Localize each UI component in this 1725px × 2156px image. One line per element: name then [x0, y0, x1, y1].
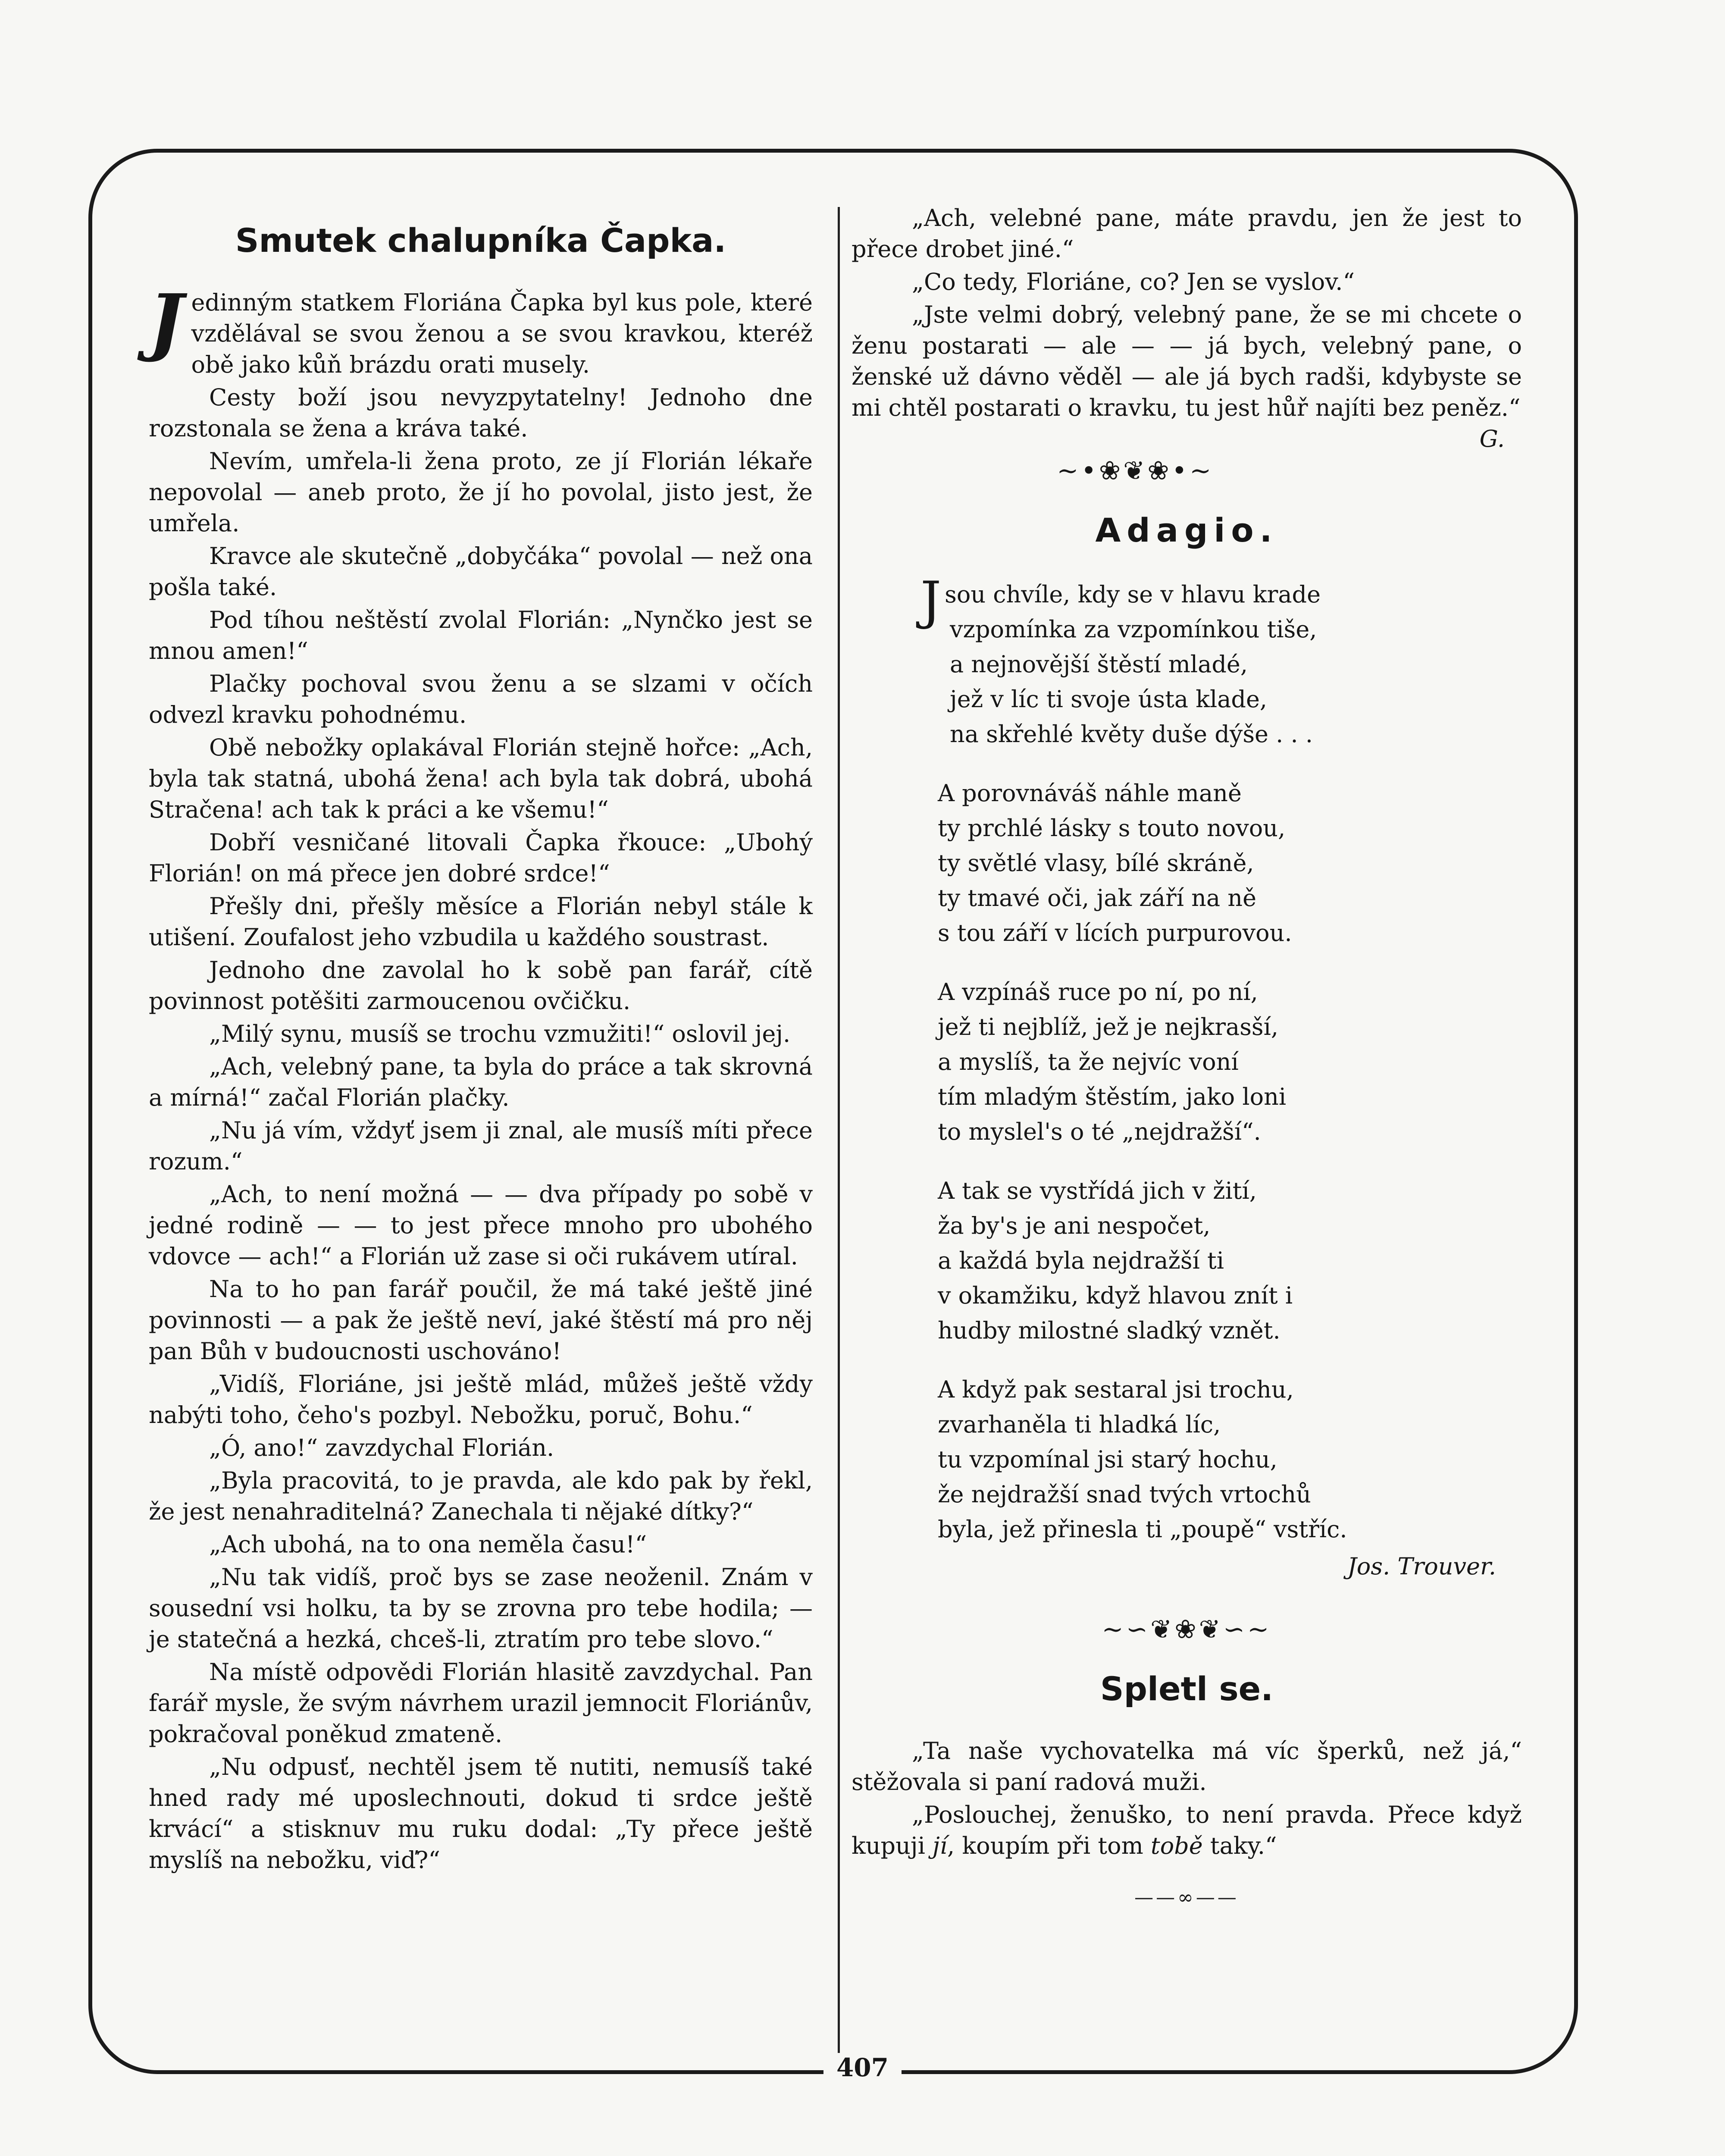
poem-verse: A tak se vystřídá jich v žití, — [938, 1177, 1257, 1204]
ornament-divider: ——∞—— — [1134, 1887, 1239, 1908]
article-paragraph: Pod tíhou neštěstí zvolal Florián: „Nynčko jest se mnou amen!“ — [149, 606, 813, 664]
ornament-divider: ~•❀❦❀•~ — [1057, 456, 1214, 486]
poem-verse: A když pak sestaral jsi trochu, — [938, 1376, 1294, 1403]
article-paragraph: „Ach, to není možná — — dva případy po sobě v jedné rodině — — to jest přece mnoho pro ubohého vdovce — ach!“ a Florián už zase si oči rukávem utíral. — [149, 1181, 813, 1270]
poem-stanza — [938, 975, 1522, 1149]
article-paragraph: Na to ho pan farář poučil, že má také ještě jiné povinnosti — a pak že ještě neví, jaké štěstí má pro něj pan Bůh v budoucnosti uschováno! — [149, 1275, 813, 1365]
article-title: Smutek chalupníka Čapka. — [235, 221, 726, 260]
article-paragraph: Přešly dni, přešly měsíce a Florián nebyl stále k utišení. Zoufalost jeho vzbudila u každého soustrast. — [149, 893, 813, 951]
poem-verse: že nejdražší snad tvých vrtochů — [938, 1481, 1311, 1508]
article-paragraph: Plačky pochoval svou ženu a se slzami v očích odvezl kravku pohodnému. — [149, 670, 813, 728]
article-paragraph: Kravce ale skutečně „dobyčáka“ povolal — než ona pošla také. — [149, 542, 813, 601]
signature-initial: G. — [1479, 425, 1505, 452]
poem-verse: ža by's je ani nespočet, — [938, 1212, 1211, 1239]
article-paragraph: „Ach, velebný pane, ta byla do práce a tak skrovná a mírná!“ začal Florián plačky. — [149, 1053, 813, 1111]
poem-verse: na skřehlé květy duše dýše . . . — [950, 721, 1313, 748]
poem-verse: jež ti nejblíž, jež je nejkrasší, — [938, 1013, 1279, 1040]
poem-verse: ty světlé vlasy, bílé skráně, — [938, 849, 1254, 877]
article-paragraph: „Nu odpusť, nechtěl jsem tě nutiti, nemusíš také hned rady mé uposlechnouti, dokud ti srdce ještě krvácí“ a stisknuv mu ruku dodal: „Ty přece ještě myslíš na nebožku, viď?“ — [149, 1753, 813, 1874]
article-paragraph: „Vidíš, Floriáne, jsi ještě mlád, můžeš ještě vždy nabýti toho, čeho's pozbyl. Nebožku, poruč, Bohu.“ — [149, 1370, 813, 1429]
poem — [920, 571, 1522, 1547]
poem-author: Jos. Trouver. — [1347, 1553, 1496, 1580]
poem-verse: s tou září v lících purpurovou. — [938, 919, 1292, 946]
continuation-paragraph: „Co tedy, Floriáne, co? Jen se vyslov.“ — [912, 268, 1355, 295]
article-paragraph: Nevím, umřela-li žena proto, ze jí Florián lékaře nepovolal — aneb proto, že jí ho povolal, jisto jest, že umřela. — [149, 448, 813, 537]
article-paragraph: Cesty boží jsou nevyzpytatelny! Jednoho dne rozstonala se žena a kráva také. — [149, 384, 813, 442]
joke-paragraph: „Poslouchej, ženuško, to není pravda. Přece když kupuji jí, koupím při tom tobě taky.“ — [852, 1801, 1522, 1859]
continuation-paragraph: „Ach, velebné pane, máte pravdu, jen že jest to přece drobet jiné.“ — [852, 204, 1522, 263]
article-paragraph: Jednoho dne zavolal ho k sobě pan farář, cítě povinnost potěšiti zarmoucenou ovčičku. — [149, 956, 813, 1015]
poem-stanza — [938, 776, 1522, 950]
article-paragraph: „Ó, ano!“ zavzdychal Florián. — [209, 1434, 554, 1461]
article-paragraph: „Nu tak vidíš, proč bys se zase neoženil. Znám v sousední vsi holku, ta by se zrovna pro tebe hodila; — je statečná a hezká, chceš-li, ztratím pro tebe slovo.“ — [149, 1564, 813, 1653]
article-paragraph: Obě nebožky oplakával Florián stejně hořce: „Ach, byla tak statná, ubohá žena! ach byla tak dobrá, ubohá Stračena! ach tak k práci a ke všemu!“ — [149, 734, 813, 823]
article-paragraph-first: Jedinným statkem Floriána Čapka byl kus pole, které vzdělával se svou ženou a se svou kravkou, kteréž obě jako kůň brázdu orati musely. — [149, 278, 813, 378]
poem-drop-cap: J — [920, 571, 942, 631]
joke-title: Spletl se. — [1100, 1670, 1274, 1708]
poem-verse: v okamžiku, když hlavou znít i — [938, 1282, 1293, 1309]
article-paragraph: „Milý synu, musíš se trochu vzmužiti!“ oslovil jej. — [209, 1020, 791, 1047]
poem-verse: a myslíš, ta že nejvíc voní — [938, 1048, 1239, 1075]
right-column — [852, 203, 1522, 1924]
joke-paragraph: „Ta naše vychovatelka má víc šperků, než já,“ stěžovala si paní radová muži. — [852, 1737, 1522, 1796]
article-paragraph: „Byla pracovitá, to je pravda, ale kdo pak by řekl, že jest nenahraditelná? Zanechala ti nějaké dítky?“ — [149, 1467, 813, 1525]
poem-verse: a nejnovější štěstí mladé, — [950, 651, 1248, 678]
article-paragraph: Na místě odpovědi Florián hlasitě zavzdychal. Pan farář mysle, že svým návrhem urazil jemnocit Floriánův, pokračoval poněkud zmateně. — [149, 1658, 813, 1748]
drop-cap: J — [149, 278, 184, 364]
article-paragraph: Dobří vesničané litovali Čapka řkouce: „Ubohý Florián! on má přece jen dobré srdce!“ — [149, 829, 813, 887]
ornament-divider: ~∽❦❀❦∽~ — [1102, 1614, 1272, 1645]
poem-verse: ty tmavé oči, jak září na ně — [938, 884, 1257, 912]
page-number: 407 — [0, 2050, 1725, 2085]
poem-verse: tím mladým štěstím, jako loni — [938, 1083, 1287, 1110]
poem-verse: vzpomínka za vzpomínkou tiše, — [950, 616, 1317, 643]
poem-verse: zvarhaněla ti hladká líc, — [938, 1411, 1221, 1438]
poem-stanza — [920, 571, 1522, 752]
poem-verse: tu vzpomínal jsi starý hochu, — [938, 1446, 1277, 1473]
poem-verse: A vzpínáš ruce po ní, po ní, — [938, 978, 1258, 1006]
article-paragraph: „Nu já vím, vždyť jsem ji znal, ale musíš míti přece rozum.“ — [149, 1117, 813, 1175]
poem-verse: ty prchlé lásky s touto novou, — [938, 815, 1286, 842]
left-column — [149, 203, 813, 1877]
poem-title: Adagio. — [1095, 511, 1278, 549]
poem-verse: to myslel's o té „nejdražší“. — [938, 1118, 1261, 1145]
poem-verse: Jsou chvíle, kdy se v hlavu krade — [920, 571, 1321, 631]
poem-verse: hudby milostné sladký vznět. — [938, 1317, 1280, 1344]
continuation-paragraph-last: „Jste velmi dobrý, velebný pane, že se mi chcete o ženu postarati — ale — — já bych, velebný pane, o ženské už dávno věděl — ale já bych radši, kdybyste se mi chtěl postarati o kravku, tu jest hůř najíti bez peněz.“ G. — [852, 299, 1522, 423]
poem-verse: byla, jež přinesla ti „poupě“ vstříc. — [938, 1516, 1347, 1543]
column-divider — [838, 207, 840, 2057]
poem-verse: a každá byla nejdražší ti — [938, 1247, 1224, 1274]
article-paragraph: „Ach ubohá, na to ona neměla času!“ — [209, 1531, 647, 1558]
poem-stanza — [938, 1173, 1522, 1348]
poem-stanza — [938, 1372, 1522, 1547]
poem-verse: A porovnáváš náhle maně — [938, 780, 1242, 807]
poem-verse: jež v líc ti svoje ústa klade, — [950, 686, 1268, 713]
